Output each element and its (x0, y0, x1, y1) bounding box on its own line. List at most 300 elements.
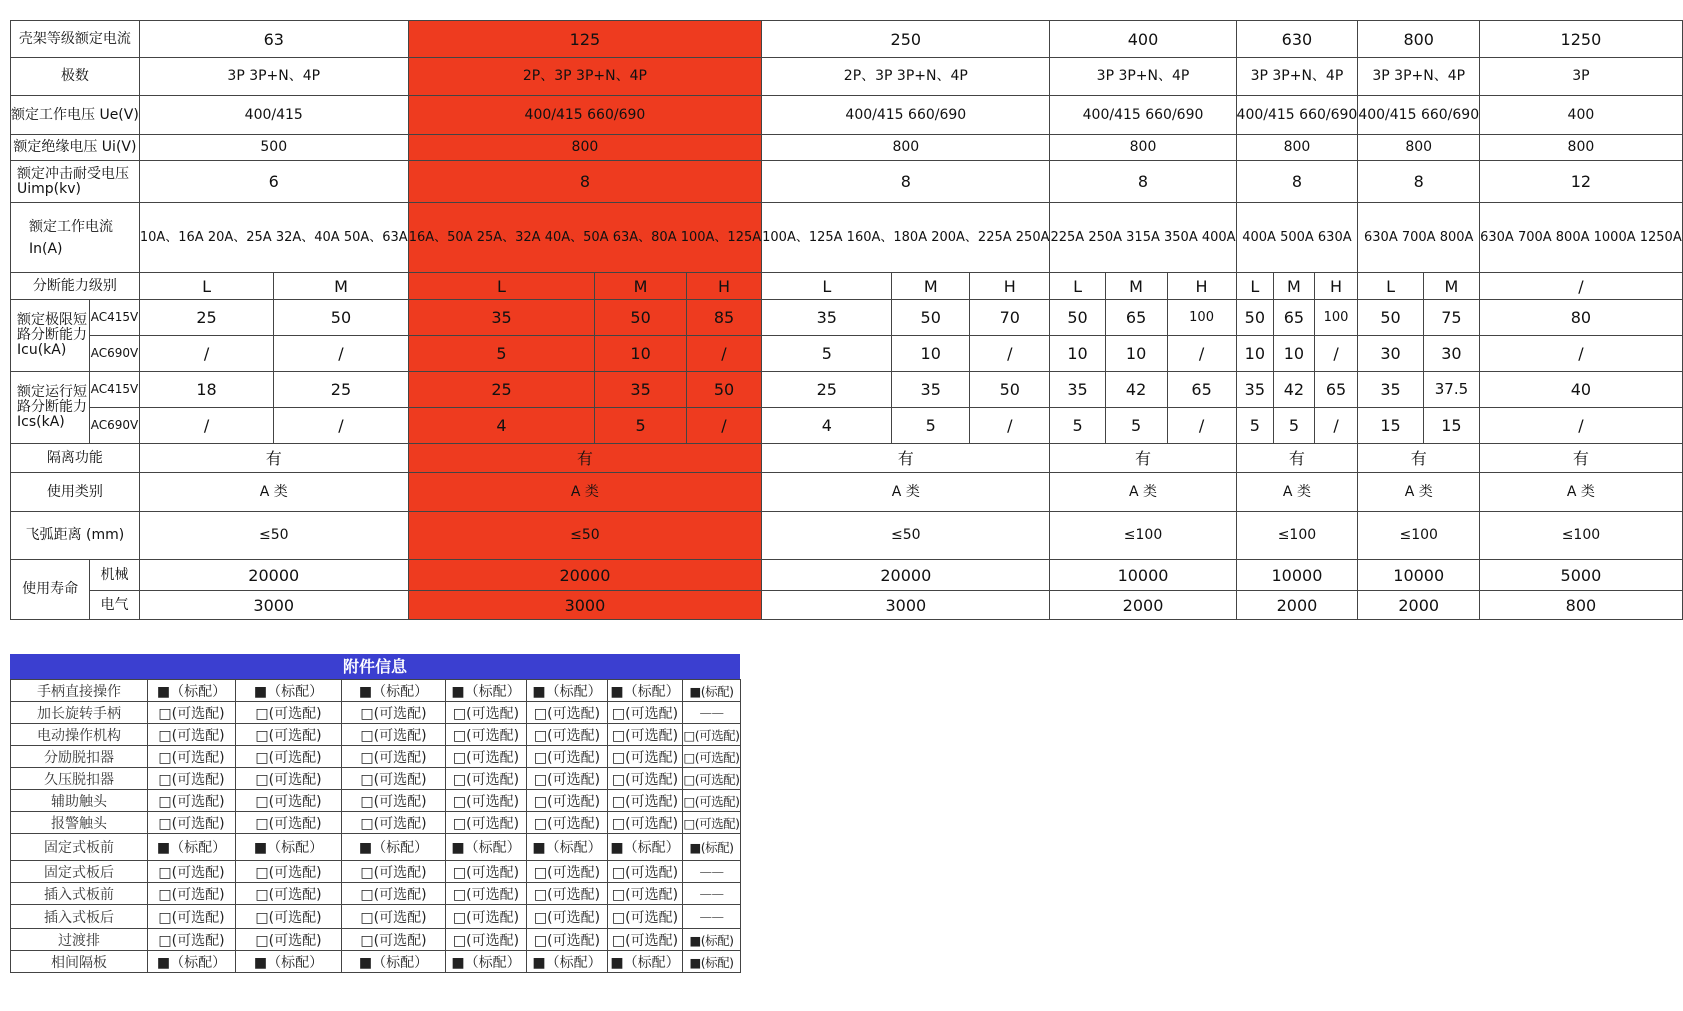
accessory-value: ■（标配） (446, 951, 527, 973)
accessory-value: □(可选配) (342, 812, 446, 834)
value-cell: 65 (1105, 300, 1167, 336)
accessory-value: □(可选配) (608, 883, 683, 905)
accessory-name: 过渡排 (11, 929, 148, 951)
value-cell: 65 (1167, 372, 1236, 408)
level-cell: M (1105, 273, 1167, 300)
accessory-value: □(可选配) (148, 702, 236, 724)
value-cell: 50 (595, 300, 687, 336)
accessory-value: □(可选配) (342, 883, 446, 905)
level-cell: M (274, 273, 408, 300)
value-cell: 3P 3P+N、4P (139, 58, 408, 96)
row-label: 壳架等级额定电流 (11, 21, 140, 58)
value-cell: 10000 (1050, 560, 1236, 591)
value-cell: 10 (1274, 336, 1315, 372)
spec-row-category (11, 473, 1683, 512)
life-type-label: 电气 (90, 591, 140, 620)
value-cell: / (274, 336, 408, 372)
accessory-value: □(可选配) (446, 768, 527, 790)
accessory-row (11, 680, 741, 702)
value-cell: ≤100 (1236, 512, 1358, 560)
level-cell: L (1050, 273, 1105, 300)
value-cell: 500 (139, 135, 408, 161)
value-cell: 400/415 660/690 (408, 96, 761, 135)
spec-row-icu-ac690 (11, 336, 1683, 372)
value-cell: 250 (762, 21, 1050, 58)
value-cell: 35 (1050, 372, 1105, 408)
level-cell: L (139, 273, 273, 300)
value-cell: 25 (274, 372, 408, 408)
accessory-value: □(可选配) (236, 702, 342, 724)
value-cell: 50 (970, 372, 1050, 408)
accessory-value: —— (683, 861, 741, 883)
value-cell: 42 (1105, 372, 1167, 408)
value-cell: 3P (1480, 58, 1683, 96)
spec-table (10, 20, 1683, 620)
value-cell: 800 (1480, 135, 1683, 161)
value-cell: 10 (595, 336, 687, 372)
level-cell: L (1236, 273, 1274, 300)
accessory-value: □(可选配) (527, 702, 608, 724)
level-cell: M (892, 273, 970, 300)
accessory-name: 相间隔板 (11, 951, 148, 973)
value-cell: 65 (1314, 372, 1358, 408)
value-cell: 50 (1050, 300, 1105, 336)
accessory-value: □(可选配) (236, 768, 342, 790)
value-cell: 5 (595, 408, 687, 444)
value-cell: 400/415 660/690 (1236, 96, 1358, 135)
value-cell: 35 (595, 372, 687, 408)
value-cell: 25 (408, 372, 595, 408)
accessory-value: ■（标配） (527, 680, 608, 702)
value-cell: ≤50 (408, 512, 761, 560)
value-cell: 20000 (139, 560, 408, 591)
accessory-name: 久压脱扣器 (11, 768, 148, 790)
level-cell: / (1480, 273, 1683, 300)
accessory-value: □(可选配) (148, 883, 236, 905)
accessory-row (11, 951, 741, 973)
value-cell: 35 (892, 372, 970, 408)
value-cell: 10 (1236, 336, 1274, 372)
value-cell: / (139, 408, 273, 444)
accessory-value: □(可选配) (148, 790, 236, 812)
accessory-value: □(可选配) (683, 724, 741, 746)
accessory-value: □(可选配) (446, 702, 527, 724)
accessory-value: □(可选配) (527, 812, 608, 834)
value-cell: 5 (1050, 408, 1105, 444)
accessory-name: 插入式板前 (11, 883, 148, 905)
accessory-value: ■（标配） (527, 951, 608, 973)
level-cell: H (970, 273, 1050, 300)
value-cell: 85 (686, 300, 761, 336)
row-label: 分断能力级别 (11, 273, 140, 300)
accessory-value: —— (683, 905, 741, 929)
value-cell: 5 (892, 408, 970, 444)
value-cell: A 类 (1480, 473, 1683, 512)
accessory-value: ■（标配） (236, 834, 342, 861)
accessory-value: □(可选配) (236, 905, 342, 929)
value-cell: 5 (1236, 408, 1274, 444)
value-cell: 有 (1480, 444, 1683, 473)
accessory-value: □(可选配) (342, 790, 446, 812)
value-cell: 10000 (1236, 560, 1358, 591)
voltage-label: AC690V (90, 336, 140, 372)
value-cell: 800 (408, 135, 761, 161)
accessory-value: □(可选配) (527, 724, 608, 746)
accessory-value: ■（标配） (342, 680, 446, 702)
accessory-value: □(可选配) (342, 861, 446, 883)
level-cell: H (1314, 273, 1358, 300)
value-cell: 800 (762, 135, 1050, 161)
accessory-value: □(可选配) (608, 905, 683, 929)
value-cell: 18 (139, 372, 273, 408)
value-cell: 4 (408, 408, 595, 444)
accessory-value: □(可选配) (683, 812, 741, 834)
accessory-value: □(可选配) (236, 812, 342, 834)
row-label: 额定绝缘电压 Ui(V) (11, 135, 140, 161)
accessory-value: □(可选配) (527, 768, 608, 790)
value-cell: 8 (762, 161, 1050, 203)
accessory-value: □(可选配) (527, 861, 608, 883)
spec-row-insulation-voltage (11, 135, 1683, 161)
value-cell: 35 (1236, 372, 1274, 408)
accessory-row (11, 768, 741, 790)
accessory-value: □(可选配) (608, 790, 683, 812)
row-label: 极数 (11, 58, 140, 96)
accessory-value: □(可选配) (236, 883, 342, 905)
value-cell: 20000 (762, 560, 1050, 591)
value-cell: 630 (1236, 21, 1358, 58)
accessory-value: □(可选配) (342, 905, 446, 929)
accessory-value: □(可选配) (148, 724, 236, 746)
level-cell: L (408, 273, 595, 300)
value-cell: 10 (1050, 336, 1105, 372)
accessory-value: □(可选配) (236, 724, 342, 746)
value-cell: 70 (970, 300, 1050, 336)
accessory-value: □(可选配) (446, 929, 527, 951)
value-cell: 50 (1236, 300, 1274, 336)
value-cell: / (1167, 336, 1236, 372)
accessory-value: □(可选配) (527, 929, 608, 951)
accessory-value: □(可选配) (148, 746, 236, 768)
accessory-value: □(可选配) (683, 790, 741, 812)
value-cell: 800 (1480, 591, 1683, 620)
accessories-header: 附件信息 (10, 654, 740, 679)
value-cell: 2000 (1236, 591, 1358, 620)
accessory-value: □(可选配) (342, 724, 446, 746)
value-cell: 50 (892, 300, 970, 336)
value-cell: 10 (1105, 336, 1167, 372)
value-cell: 37.5 (1423, 372, 1479, 408)
accessory-name: 固定式板后 (11, 861, 148, 883)
accessory-value: ■（标配） (608, 834, 683, 861)
value-cell: 30 (1358, 336, 1423, 372)
value-cell: 15 (1423, 408, 1479, 444)
value-cell: 8 (1358, 161, 1480, 203)
value-cell: 10 (892, 336, 970, 372)
row-label: 额定工作电压 Ue(V) (11, 96, 140, 135)
accessory-row (11, 929, 741, 951)
accessory-value: ■(标配) (683, 929, 741, 951)
accessory-value: □(可选配) (148, 861, 236, 883)
accessory-value: □(可选配) (608, 768, 683, 790)
voltage-label: AC415V (90, 300, 140, 336)
accessory-value: □(可选配) (148, 929, 236, 951)
value-cell: 630A 700A 800A (1358, 203, 1480, 273)
value-cell: 100 (1167, 300, 1236, 336)
value-cell: 有 (139, 444, 408, 473)
value-cell: ≤100 (1050, 512, 1236, 560)
accessory-value: —— (683, 883, 741, 905)
accessory-value: —— (683, 702, 741, 724)
value-cell: 3P 3P+N、4P (1358, 58, 1480, 96)
value-cell: 2P、3P 3P+N、4P (762, 58, 1050, 96)
value-cell: 2000 (1050, 591, 1236, 620)
value-cell: 400/415 (139, 96, 408, 135)
value-cell: 35 (762, 300, 892, 336)
value-cell: / (139, 336, 273, 372)
spec-row-isolation (11, 444, 1683, 473)
accessory-value: ■（标配） (608, 951, 683, 973)
accessory-value: □(可选配) (446, 746, 527, 768)
accessory-name: 分励脱扣器 (11, 746, 148, 768)
value-cell: 20000 (408, 560, 761, 591)
value-cell: 3000 (762, 591, 1050, 620)
level-cell: L (762, 273, 892, 300)
value-cell: 40 (1480, 372, 1683, 408)
accessory-value: ■（标配） (236, 680, 342, 702)
spec-row-breaking-levels (11, 273, 1683, 300)
value-cell: 800 (1236, 135, 1358, 161)
value-cell: / (970, 336, 1050, 372)
accessory-value: □(可选配) (683, 746, 741, 768)
life-type-label: 机械 (90, 560, 140, 591)
accessory-name: 插入式板后 (11, 905, 148, 929)
accessory-value: ■（标配） (342, 951, 446, 973)
value-cell: 有 (1050, 444, 1236, 473)
accessory-name: 加长旋转手柄 (11, 702, 148, 724)
value-cell: 8 (408, 161, 761, 203)
level-cell: M (1274, 273, 1315, 300)
value-cell: A 类 (762, 473, 1050, 512)
spec-row-life-mechanical (11, 560, 1683, 591)
value-cell: 400/415 660/690 (1358, 96, 1480, 135)
value-cell: 75 (1423, 300, 1479, 336)
accessory-row (11, 905, 741, 929)
accessory-value: □(可选配) (608, 746, 683, 768)
accessory-row (11, 812, 741, 834)
value-cell: 400 (1480, 96, 1683, 135)
value-cell: 800 (1358, 21, 1480, 58)
row-label: 使用类别 (11, 473, 140, 512)
value-cell: 400/415 660/690 (1050, 96, 1236, 135)
spec-row-icu-ac415 (11, 300, 1683, 336)
value-cell: 2P、3P 3P+N、4P (408, 58, 761, 96)
spec-row-ics-ac690 (11, 408, 1683, 444)
spec-row-poles (11, 58, 1683, 96)
accessory-value: □(可选配) (342, 702, 446, 724)
accessory-value: □(可选配) (608, 861, 683, 883)
value-cell: 630A 700A 800A 1000A 1250A (1480, 203, 1683, 273)
value-cell: / (1480, 408, 1683, 444)
accessory-value: □(可选配) (446, 812, 527, 834)
value-cell: 42 (1274, 372, 1315, 408)
accessory-value: ■（标配） (342, 834, 446, 861)
value-cell: 100 (1314, 300, 1358, 336)
accessory-value: □(可选配) (236, 929, 342, 951)
voltage-label: AC690V (90, 408, 140, 444)
accessory-value: ■（标配） (446, 680, 527, 702)
value-cell: 8 (1236, 161, 1358, 203)
value-cell: 400 (1050, 21, 1236, 58)
accessory-value: ■(标配) (683, 951, 741, 973)
value-cell: 65 (1274, 300, 1315, 336)
spec-row-life-electrical (11, 591, 1683, 620)
value-cell: 2000 (1358, 591, 1480, 620)
voltage-label: AC415V (90, 372, 140, 408)
value-cell: 800 (1358, 135, 1480, 161)
row-label: 飞弧距离 (mm) (11, 512, 140, 560)
accessory-row (11, 834, 741, 861)
accessory-value: □(可选配) (527, 905, 608, 929)
accessory-name: 手柄直接操作 (11, 680, 148, 702)
accessory-value: □(可选配) (342, 746, 446, 768)
accessory-value: □(可选配) (527, 790, 608, 812)
row-label: 额定冲击耐受电压 Uimp(kv) (11, 161, 140, 203)
value-cell: / (1480, 336, 1683, 372)
accessory-value: □(可选配) (148, 905, 236, 929)
value-cell: 16A、50A 25A、32A 40A、50A 63A、80A 100A、125A (408, 203, 761, 273)
value-cell: 225A 250A 315A 350A 400A (1050, 203, 1236, 273)
value-cell: 1250 (1480, 21, 1683, 58)
level-cell: L (1358, 273, 1423, 300)
accessory-name: 电动操作机构 (11, 724, 148, 746)
value-cell: 4 (762, 408, 892, 444)
value-cell: 有 (1236, 444, 1358, 473)
accessory-row (11, 702, 741, 724)
value-cell: 25 (762, 372, 892, 408)
accessory-row (11, 861, 741, 883)
row-label: 额定工作电流 In(A) (11, 203, 140, 273)
level-cell: H (1167, 273, 1236, 300)
value-cell: 有 (762, 444, 1050, 473)
accessory-value: □(可选配) (342, 768, 446, 790)
value-cell: 63 (139, 21, 408, 58)
accessory-value: □(可选配) (148, 768, 236, 790)
value-cell: 100A、125A 160A、180A 200A、225A 250A (762, 203, 1050, 273)
value-cell: A 类 (139, 473, 408, 512)
value-cell: 5 (1105, 408, 1167, 444)
value-cell: / (686, 336, 761, 372)
accessory-value: ■（标配） (148, 951, 236, 973)
value-cell: 8 (1050, 161, 1236, 203)
spec-row-frame-current (11, 21, 1683, 58)
accessory-value: ■(标配) (683, 834, 741, 861)
value-cell: 10A、16A 20A、25A 32A、40A 50A、63A (139, 203, 408, 273)
accessory-value: □(可选配) (236, 861, 342, 883)
accessory-value: □(可选配) (527, 883, 608, 905)
level-cell: M (595, 273, 687, 300)
accessory-value: □(可选配) (527, 746, 608, 768)
row-label: 隔离功能 (11, 444, 140, 473)
value-cell: 50 (686, 372, 761, 408)
accessory-name: 报警触头 (11, 812, 148, 834)
accessory-value: □(可选配) (608, 702, 683, 724)
value-cell: 3000 (139, 591, 408, 620)
accessory-value: ■（标配） (148, 834, 236, 861)
value-cell: 30 (1423, 336, 1479, 372)
spec-row-impulse-voltage (11, 161, 1683, 203)
level-cell: H (686, 273, 761, 300)
value-cell: 5 (762, 336, 892, 372)
accessory-row (11, 746, 741, 768)
value-cell: 3P 3P+N、4P (1050, 58, 1236, 96)
value-cell: 6 (139, 161, 408, 203)
value-cell: ≤100 (1358, 512, 1480, 560)
value-cell: ≤50 (139, 512, 408, 560)
level-cell: M (1423, 273, 1479, 300)
value-cell: / (274, 408, 408, 444)
row-label: 使用寿命 (11, 560, 90, 620)
value-cell: A 类 (408, 473, 761, 512)
value-cell: 3000 (408, 591, 761, 620)
accessory-value: ■(标配) (683, 680, 741, 702)
value-cell: 50 (274, 300, 408, 336)
value-cell: 35 (408, 300, 595, 336)
value-cell: A 类 (1050, 473, 1236, 512)
value-cell: 35 (1358, 372, 1423, 408)
value-cell: A 类 (1358, 473, 1480, 512)
accessory-value: ■（标配） (527, 834, 608, 861)
row-label: 额定极限短 路分断能力 Icu(kA) (11, 300, 90, 372)
accessory-value: □(可选配) (446, 861, 527, 883)
accessory-value: □(可选配) (608, 929, 683, 951)
value-cell: 400/415 660/690 (762, 96, 1050, 135)
accessory-value: □(可选配) (446, 883, 527, 905)
value-cell: 5000 (1480, 560, 1683, 591)
value-cell: / (970, 408, 1050, 444)
value-cell: / (1167, 408, 1236, 444)
accessory-value: □(可选配) (148, 812, 236, 834)
accessory-value: □(可选配) (236, 790, 342, 812)
value-cell: 80 (1480, 300, 1683, 336)
value-cell: 10000 (1358, 560, 1480, 591)
value-cell: A 类 (1236, 473, 1358, 512)
value-cell: / (1314, 408, 1358, 444)
value-cell: 3P 3P+N、4P (1236, 58, 1358, 96)
accessory-value: □(可选配) (342, 929, 446, 951)
spec-row-work-voltage (11, 96, 1683, 135)
accessory-name: 固定式板前 (11, 834, 148, 861)
accessory-row (11, 883, 741, 905)
value-cell: 800 (1050, 135, 1236, 161)
value-cell: 15 (1358, 408, 1423, 444)
value-cell: ≤100 (1480, 512, 1683, 560)
spec-row-ics-ac415 (11, 372, 1683, 408)
accessory-row (11, 790, 741, 812)
accessory-value: □(可选配) (446, 724, 527, 746)
accessory-value: ■（标配） (446, 834, 527, 861)
accessory-value: □(可选配) (608, 724, 683, 746)
value-cell: ≤50 (762, 512, 1050, 560)
accessory-value: ■（标配） (236, 951, 342, 973)
accessory-name: 辅助触头 (11, 790, 148, 812)
accessory-value: ■（标配） (148, 680, 236, 702)
value-cell: / (686, 408, 761, 444)
value-cell: 400A 500A 630A (1236, 203, 1358, 273)
accessory-value: ■（标配） (608, 680, 683, 702)
accessories-table (10, 679, 741, 973)
accessory-value: □(可选配) (683, 768, 741, 790)
